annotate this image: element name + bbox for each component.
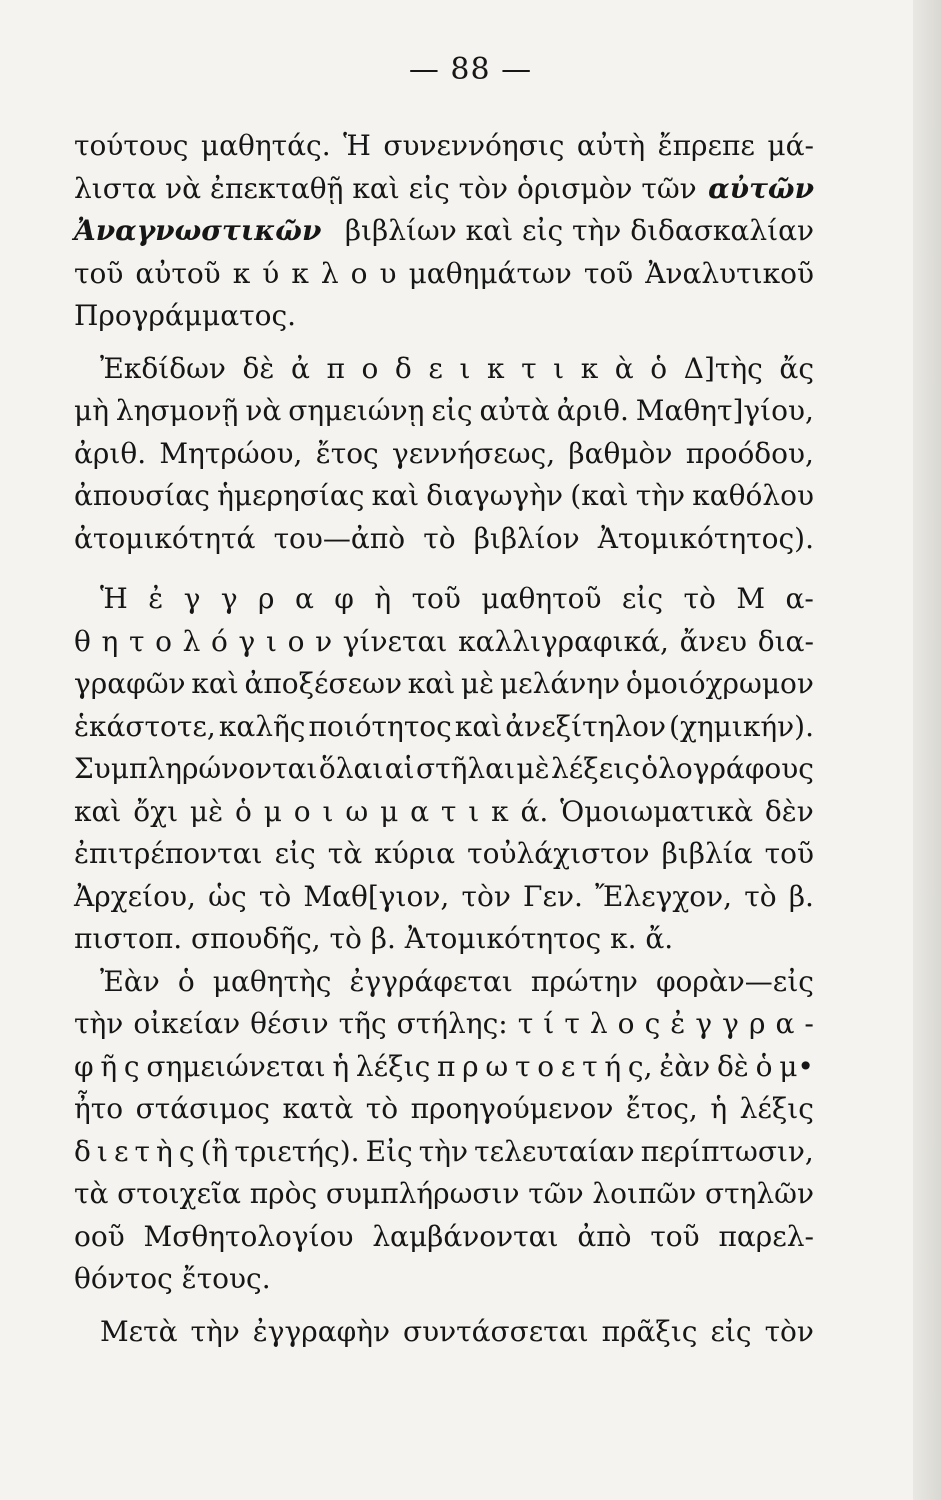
word: καὶ	[407, 667, 456, 700]
word: α	[410, 794, 430, 828]
word: Γεν.	[523, 879, 583, 913]
word: ὁ	[650, 351, 668, 385]
text-fragment: λιστα νὰ ἐπεκταθῇ καὶ εἰς τὸν ὁρισμὸν τῶν	[74, 171, 697, 205]
word: ο	[537, 1049, 555, 1083]
word: γ	[722, 1007, 739, 1040]
text-line	[74, 348, 814, 391]
text-line	[74, 168, 814, 211]
word: δια-	[757, 624, 814, 658]
word: τ	[517, 1007, 534, 1040]
word: Εἰς	[365, 1134, 413, 1168]
word: ἐ	[148, 582, 164, 615]
word: λ	[320, 256, 339, 290]
word: τ	[440, 794, 457, 828]
word: π	[326, 351, 345, 385]
word: ς	[123, 1049, 140, 1083]
word: ο	[293, 794, 311, 828]
word: τελευταίαν	[474, 1134, 635, 1168]
word: ὁλογράφους	[641, 752, 814, 785]
word: τοῦ	[74, 256, 124, 290]
word: Ἐκδίδων	[100, 351, 226, 385]
word: τούτους	[74, 129, 189, 162]
word: ω	[345, 794, 369, 828]
word: τὴν	[418, 1134, 469, 1168]
word: ἀπουσίας	[74, 479, 210, 512]
word: ἀριθ.	[74, 436, 147, 470]
word: αἱ	[384, 752, 415, 785]
word: μαθητοῦ	[481, 582, 602, 615]
text-line	[74, 663, 814, 706]
word: ὅλαι	[318, 752, 384, 785]
word: τὰ	[74, 1177, 109, 1210]
word: ε	[428, 351, 443, 385]
word: ή	[604, 1049, 622, 1083]
text-fragment: βιβλίων καὶ εἰς τὴν διδασκαλίαν	[344, 214, 814, 247]
text-line	[74, 1003, 814, 1046]
word: Ἐὰν	[100, 964, 160, 998]
word: β.	[788, 879, 814, 913]
word: καθόλου	[692, 479, 814, 512]
word: ἐγγράφεται	[349, 964, 513, 998]
word: γίνεται	[342, 624, 448, 658]
word: ο	[361, 351, 379, 385]
word: πρὸς	[249, 1177, 318, 1210]
word: κ	[232, 256, 251, 290]
text-line	[74, 1088, 814, 1131]
word: εἰς	[431, 394, 473, 427]
word: βαθμὸν	[568, 436, 673, 470]
word: ἐ	[670, 1007, 686, 1040]
word: φ	[74, 1049, 94, 1083]
word: μ	[263, 794, 282, 828]
word: ν	[315, 624, 333, 658]
word: ι	[96, 1134, 108, 1168]
text-line	[74, 518, 814, 561]
page-number: — 88 —	[408, 52, 533, 87]
page-body	[74, 125, 814, 1353]
word: συντάσσεται	[403, 1314, 589, 1348]
text-line	[74, 253, 814, 296]
word: λαμβάνονται	[372, 1219, 559, 1253]
word: τὸν	[461, 879, 511, 913]
word: ς	[178, 1134, 195, 1168]
word: ὁμοιόχρωμον	[625, 667, 814, 700]
word: σημειώνῃ	[288, 394, 425, 427]
word: ὁ	[235, 794, 252, 828]
word: τὸ	[683, 582, 716, 615]
word: του—ἀπὸ	[273, 521, 406, 555]
word: πρᾶξις	[601, 1314, 698, 1348]
word: τ	[582, 1049, 598, 1083]
word: ό	[211, 624, 228, 658]
word: Ἀναλυτικοῦ	[645, 256, 814, 290]
word: ς,	[627, 1049, 653, 1083]
word: εἰς	[621, 582, 664, 615]
word: ο	[350, 256, 368, 290]
word: μὲ	[516, 752, 550, 785]
word: προόδου,	[685, 436, 814, 470]
word: μελάνην	[499, 667, 621, 700]
text-line	[74, 125, 814, 168]
word: τῆς	[338, 1007, 387, 1040]
word: Δ]τὴς	[683, 351, 763, 385]
word: α-	[785, 582, 814, 615]
word: βιβλία	[661, 837, 753, 870]
word: ο	[155, 624, 172, 658]
word: Ὁμοιωματικὰ	[560, 794, 754, 828]
word: ι	[468, 794, 480, 828]
word: κ	[491, 794, 509, 828]
word: (χημικήν).	[669, 709, 814, 743]
text-line	[74, 1216, 814, 1259]
word: τοῦ	[411, 582, 461, 615]
word: γεννήσεως,	[392, 436, 556, 470]
word: δὲ	[716, 1049, 749, 1083]
word: ὴ	[156, 1134, 173, 1168]
word: δὲ	[242, 351, 275, 385]
word: ἀπὸ	[577, 1219, 632, 1253]
word: αὐτὴ	[576, 129, 646, 162]
word: τ	[564, 1007, 580, 1040]
word: ἀτομικότητά	[74, 521, 256, 555]
text-line	[74, 833, 814, 876]
word: κύρια	[374, 837, 456, 870]
word: ε	[113, 1134, 129, 1168]
word: τὴν	[635, 479, 686, 512]
word: ἡ	[332, 1049, 350, 1083]
word: οἰκείαν	[133, 1007, 241, 1040]
word: τ	[128, 624, 145, 658]
text-line	[74, 210, 814, 253]
word: καὶ	[191, 667, 239, 700]
word: λησμονῇ	[115, 394, 239, 427]
word: ύ	[262, 256, 280, 290]
word: τ	[514, 1049, 531, 1083]
word: τὸ	[258, 879, 292, 913]
word: (καὶ	[570, 479, 629, 512]
word: γ	[238, 624, 256, 658]
word: Μαθ[γιον,	[303, 879, 450, 913]
word: ὁ	[755, 1049, 773, 1083]
word: τὸ	[744, 879, 777, 913]
word: στηλῶν	[704, 1177, 814, 1210]
word: θ	[74, 624, 91, 658]
word: λέξις	[739, 1092, 814, 1125]
word: γ	[695, 1007, 713, 1040]
word: η	[101, 624, 119, 658]
word: Μσθητολογίου	[143, 1219, 354, 1253]
text-line	[74, 706, 814, 749]
word: ἀνεξίτηλον	[505, 709, 666, 743]
text-line	[74, 1311, 814, 1354]
word: νὰ	[245, 394, 282, 427]
word: μαθητὴς	[212, 964, 332, 998]
word: τ	[521, 351, 537, 385]
word: ο	[617, 1007, 635, 1040]
word: Ἡ	[343, 129, 371, 162]
word: Μετὰ	[100, 1314, 178, 1348]
word: αὐτὰ	[479, 394, 550, 427]
word: ω	[485, 1049, 509, 1083]
word: ἄνευ	[679, 624, 748, 658]
word: στῆλαι	[416, 752, 516, 785]
word: ἐγγραφὴν	[252, 1314, 391, 1348]
word: τὴν	[74, 1007, 124, 1040]
word: (ἢ	[200, 1134, 229, 1168]
text-line	[74, 1131, 814, 1174]
word: τ	[134, 1134, 150, 1168]
word: ἔτος,	[625, 1092, 698, 1125]
text-line	[74, 433, 814, 476]
word: μὲ	[460, 667, 495, 700]
word: ο	[287, 624, 305, 658]
word: συμπλήρωσιν	[325, 1177, 520, 1210]
word: τοῦ	[650, 1219, 700, 1253]
text-line: θόντος ἔτους.	[74, 1262, 271, 1295]
word: μαθητάς.	[200, 129, 331, 162]
emphasis-text: Ἀναγνωστικῶν	[74, 214, 322, 247]
word: ὁ	[177, 964, 195, 998]
word: θέσιν	[250, 1007, 329, 1040]
word: π	[437, 1049, 456, 1083]
word: καὶ	[454, 709, 503, 743]
word: παρελ-	[718, 1219, 814, 1253]
word: τὸν	[764, 1314, 814, 1348]
word: ι	[265, 624, 277, 658]
word: ρ	[748, 1007, 766, 1040]
word: εἰς	[710, 1314, 752, 1348]
word: ρ	[258, 582, 275, 615]
text-line	[74, 390, 814, 433]
text-line	[74, 961, 814, 1004]
word: μὲ	[189, 794, 224, 828]
word: ά.	[520, 794, 549, 828]
word: προηγούμενον	[410, 1092, 614, 1125]
text-line: πιστοπ. σπουδῆς, τὸ β. Ἀτομικότητος κ. ἄ.	[74, 922, 674, 955]
word: λοιπῶν	[592, 1177, 697, 1210]
word: μά-	[767, 129, 814, 162]
word: ἔπρεπε	[657, 129, 755, 162]
word: ὴ	[374, 582, 392, 615]
word: ἄς	[779, 351, 814, 385]
word: τοῦ	[583, 256, 634, 290]
word: ἀριθ.	[556, 394, 629, 427]
word: Ἀρχείου,	[74, 879, 196, 913]
word: μ	[380, 794, 399, 828]
word: α	[775, 1007, 795, 1040]
word: αὐτοῦ	[135, 256, 221, 290]
word: ποιότητος	[308, 709, 452, 743]
word: τὴν	[190, 1314, 240, 1348]
word: περίπτωσιν,	[640, 1134, 814, 1168]
text-line: Προγράμματος.	[74, 299, 297, 332]
word: δ	[74, 1134, 91, 1168]
word: λ	[589, 1007, 608, 1040]
word: ι	[553, 351, 565, 385]
page-edge-shadow	[913, 0, 941, 1500]
emphasis-text: αὐτῶν	[708, 171, 814, 205]
word: ι	[322, 794, 334, 828]
word: ἀ	[290, 351, 310, 385]
text-line	[74, 876, 814, 919]
word: ἦτο	[74, 1092, 124, 1125]
word: υ	[379, 256, 397, 290]
word: βιβλίον	[473, 521, 580, 555]
word: σημειώνεται	[146, 1049, 326, 1083]
word: πρώτην	[530, 964, 638, 998]
word: Ἀτομικότητος).	[597, 521, 814, 555]
word: μ•	[779, 1049, 814, 1083]
word: κ	[580, 351, 599, 385]
word: καὶ	[74, 794, 122, 828]
word: Μ	[736, 582, 765, 615]
word: δὲν	[764, 794, 814, 828]
word: γραφῶν	[74, 667, 186, 700]
word: ε	[560, 1049, 576, 1083]
word: Συμπληρώνονται	[74, 752, 318, 785]
word: Μητρώου,	[159, 436, 303, 470]
word: ὡς	[208, 879, 247, 913]
word: ἔτος	[315, 436, 379, 470]
text-line	[74, 1173, 814, 1216]
word: φορὰν—εἰς	[655, 964, 814, 998]
text-line	[74, 578, 814, 621]
word: λ	[182, 624, 201, 658]
word: κ	[487, 351, 505, 385]
word: τοὐλάχιστον	[467, 837, 650, 870]
text-line	[74, 621, 814, 664]
word: -	[804, 1007, 814, 1040]
word: γ	[183, 582, 201, 615]
word: τοῦ	[764, 837, 814, 870]
word: τῶν	[528, 1177, 584, 1210]
text-line	[74, 1046, 814, 1089]
word: ῆ	[100, 1049, 118, 1083]
word: ἐπιτρέπονται	[74, 837, 263, 870]
text-line	[74, 748, 814, 791]
word: δ	[394, 351, 412, 385]
word: στοιχεῖα	[117, 1177, 241, 1210]
word: Ἔλεγχον,	[595, 879, 733, 913]
word: ἑκάστοτε,	[74, 709, 216, 743]
text-line	[74, 475, 814, 518]
word: καλλιγραφικά,	[458, 624, 669, 658]
word: καὶ	[371, 479, 420, 512]
word: ἐὰν	[659, 1049, 711, 1083]
word: ὄχι	[133, 794, 179, 828]
text-line	[74, 791, 814, 834]
word: ς	[644, 1007, 661, 1040]
word: Ἡ	[100, 582, 128, 615]
word: ἡμερησίας	[217, 479, 365, 512]
word: στήλης:	[396, 1007, 508, 1040]
word: τριετής).	[234, 1134, 360, 1168]
word: ὰ	[614, 351, 634, 385]
word: καλῆς	[218, 709, 306, 743]
word: μαθημάτων	[408, 256, 572, 290]
word: στάσιμος	[135, 1092, 270, 1125]
word: φ	[334, 582, 354, 615]
word: τὸ	[365, 1092, 399, 1125]
word: ρ	[462, 1049, 479, 1083]
word: α	[294, 582, 314, 615]
word: κ	[291, 256, 309, 290]
word: ἡ	[710, 1092, 728, 1125]
word: οοῦ	[74, 1219, 125, 1253]
word: ί	[543, 1007, 555, 1040]
word: διαγωγὴν	[426, 479, 564, 512]
word: συνεννόησις	[383, 129, 565, 162]
word: λέξις	[355, 1049, 431, 1083]
word: γ	[220, 582, 238, 615]
word: μὴ	[74, 394, 109, 427]
word: ι	[459, 351, 471, 385]
word: εἰς	[274, 837, 316, 870]
word: κατὰ	[282, 1092, 354, 1125]
word: ἀποξέσεων	[244, 667, 403, 700]
word: Μαθητ]γίου,	[635, 394, 814, 427]
word: τὰ	[327, 837, 363, 870]
word: λέξεις	[551, 752, 640, 785]
word: τὸ	[423, 521, 456, 555]
